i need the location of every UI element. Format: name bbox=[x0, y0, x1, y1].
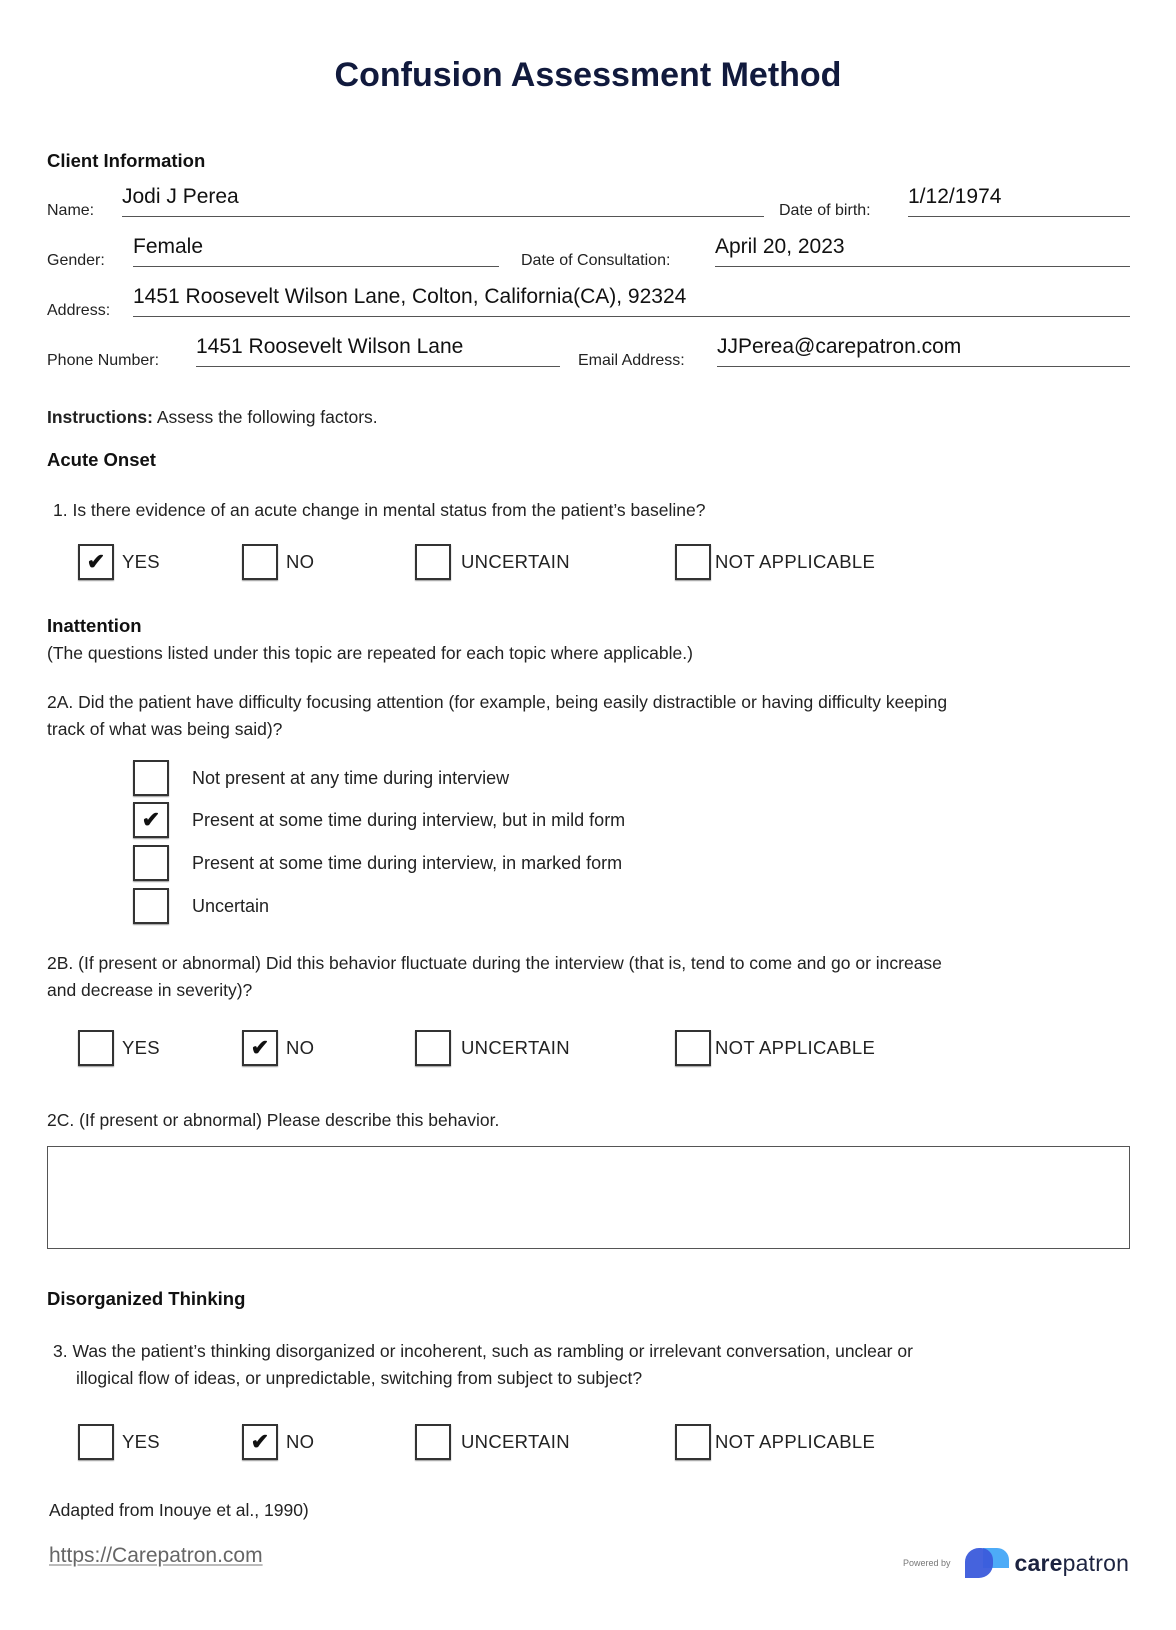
q2b-option-no[interactable] bbox=[242, 1030, 314, 1066]
checkbox-icon[interactable] bbox=[415, 544, 451, 580]
phone-field[interactable]: 1451 Roosevelt Wilson Lane bbox=[196, 335, 464, 358]
checkbox-icon[interactable] bbox=[242, 544, 278, 580]
checkbox-icon[interactable] bbox=[415, 1424, 451, 1460]
phone-underline bbox=[196, 366, 560, 367]
checkbox-icon[interactable] bbox=[415, 1030, 451, 1066]
dob-label: Date of birth: bbox=[779, 202, 871, 219]
option-label: YES bbox=[122, 1037, 160, 1058]
q2b-option-yes[interactable] bbox=[78, 1030, 160, 1066]
checkbox-checked-icon[interactable]: ✔ bbox=[242, 1424, 278, 1460]
option-label: Present at some time during interview, in marked form bbox=[192, 852, 623, 873]
dob-underline bbox=[908, 216, 1130, 217]
inattention-heading: Inattention bbox=[47, 615, 142, 636]
brand-light: patron bbox=[1062, 1549, 1130, 1576]
checkbox-icon[interactable] bbox=[78, 1030, 114, 1066]
option-label: NOT APPLICABLE bbox=[715, 1037, 876, 1058]
email-underline bbox=[717, 366, 1130, 367]
carepatron-link[interactable]: https://Carepatron.com bbox=[49, 1544, 263, 1567]
q2b-option-uncertain[interactable] bbox=[415, 1030, 570, 1066]
powered-by-carepatron-logo[interactable] bbox=[903, 1546, 1129, 1580]
option-label: UNCERTAIN bbox=[461, 1037, 570, 1058]
checkbox-checked-icon[interactable]: ✔ bbox=[78, 544, 114, 580]
address-label: Address: bbox=[47, 302, 111, 319]
email-field[interactable]: JJPerea@carepatron.com bbox=[717, 335, 962, 358]
gender-label: Gender: bbox=[47, 252, 105, 269]
checkbox-icon[interactable] bbox=[133, 760, 169, 796]
consultation-date-underline bbox=[715, 266, 1130, 267]
q2a-option-not-present[interactable] bbox=[133, 760, 509, 796]
powered-by-label: Powered by bbox=[903, 1558, 951, 1568]
name-label: Name: bbox=[47, 202, 95, 219]
option-label: Not present at any time during interview bbox=[192, 767, 510, 788]
name-field[interactable]: Jodi J Perea bbox=[122, 185, 239, 208]
dob-field[interactable]: 1/12/1974 bbox=[908, 185, 1002, 208]
option-label: Present at some time during interview, but in mild form bbox=[192, 809, 626, 830]
option-label: UNCERTAIN bbox=[461, 1431, 570, 1452]
page-title: Confusion Assessment Method bbox=[334, 56, 842, 94]
question-1: 1. Is there evidence of an acute change in mental status from the patient’s baseline? bbox=[53, 500, 706, 520]
citation: Adapted from Inouye et al., 1990) bbox=[49, 1500, 309, 1520]
checkbox-icon[interactable] bbox=[675, 1030, 711, 1066]
q2a-option-uncertain[interactable] bbox=[133, 888, 269, 924]
q1-option-not-applicable[interactable] bbox=[675, 544, 875, 580]
address-underline bbox=[133, 316, 1130, 317]
behavior-description-textarea[interactable] bbox=[47, 1146, 1130, 1249]
question-2b-line1: 2B. (If present or abnormal) Did this behavior fluctuate during the interview (that is, tend to come and go or increase bbox=[47, 953, 942, 973]
checkbox-checked-icon[interactable]: ✔ bbox=[242, 1030, 278, 1066]
carepatron-logo-icon bbox=[963, 1546, 1011, 1580]
address-field[interactable]: 1451 Roosevelt Wilson Lane, Colton, California(CA), 92324 bbox=[133, 285, 687, 308]
option-label: NOT APPLICABLE bbox=[715, 551, 876, 572]
q3-option-uncertain[interactable] bbox=[415, 1424, 570, 1460]
question-3-line2: illogical flow of ideas, or unpredictable, switching from subject to subject? bbox=[76, 1368, 643, 1388]
option-label: NO bbox=[286, 1431, 315, 1452]
inattention-subtitle: (The questions listed under this topic are repeated for each topic where applicable.) bbox=[47, 643, 693, 663]
q1-option-no[interactable] bbox=[242, 544, 314, 580]
client-info-heading: Client Information bbox=[47, 150, 206, 171]
q2b-option-not-applicable[interactable] bbox=[675, 1030, 875, 1066]
option-label: YES bbox=[122, 551, 160, 572]
option-label: UNCERTAIN bbox=[461, 551, 570, 572]
carepatron-wordmark bbox=[1015, 1550, 1130, 1577]
brand-bold: care bbox=[1014, 1549, 1063, 1576]
checkbox-icon[interactable] bbox=[675, 544, 711, 580]
q1-option-yes[interactable] bbox=[78, 544, 160, 580]
q2a-option-mild[interactable] bbox=[133, 802, 625, 838]
gender-underline bbox=[133, 266, 499, 267]
consultation-date-label: Date of Consultation: bbox=[521, 252, 671, 269]
instructions bbox=[47, 404, 378, 431]
instructions-label: Instructions: bbox=[47, 407, 153, 427]
checkbox-icon[interactable] bbox=[78, 1424, 114, 1460]
question-2b-line2: and decrease in severity)? bbox=[47, 980, 253, 1000]
question-2a-line1: 2A. Did the patient have difficulty focusing attention (for example, being easily distractible or having difficulty keeping bbox=[47, 692, 948, 712]
acute-onset-heading: Acute Onset bbox=[47, 449, 156, 470]
question-2c: 2C. (If present or abnormal) Please describe this behavior. bbox=[47, 1110, 500, 1130]
option-label: NOT APPLICABLE bbox=[715, 1431, 876, 1452]
q3-option-no[interactable] bbox=[242, 1424, 314, 1460]
phone-label: Phone Number: bbox=[47, 352, 160, 369]
checkbox-icon[interactable] bbox=[675, 1424, 711, 1460]
instructions-text: Assess the following factors. bbox=[152, 407, 378, 427]
disorganized-thinking-heading: Disorganized Thinking bbox=[47, 1288, 246, 1309]
name-underline bbox=[122, 216, 764, 217]
q3-option-not-applicable[interactable] bbox=[675, 1424, 875, 1460]
option-label: YES bbox=[122, 1431, 160, 1452]
q1-option-uncertain[interactable] bbox=[415, 544, 570, 580]
checkbox-icon[interactable] bbox=[133, 845, 169, 881]
option-label: Uncertain bbox=[192, 895, 270, 916]
consultation-date-field[interactable]: April 20, 2023 bbox=[715, 235, 845, 258]
checkbox-icon[interactable] bbox=[133, 888, 169, 924]
q3-option-yes[interactable] bbox=[78, 1424, 160, 1460]
checkbox-checked-icon[interactable]: ✔ bbox=[133, 802, 169, 838]
q2a-option-marked[interactable] bbox=[133, 845, 622, 881]
question-2a-line2: track of what was being said)? bbox=[47, 719, 283, 739]
question-3-line1: 3. Was the patient’s thinking disorganized or incoherent, such as rambling or irrelevant conversation, unclear or bbox=[53, 1341, 913, 1361]
gender-field[interactable]: Female bbox=[133, 235, 204, 258]
option-label: NO bbox=[286, 551, 315, 572]
option-label: NO bbox=[286, 1037, 315, 1058]
email-label: Email Address: bbox=[578, 352, 685, 369]
